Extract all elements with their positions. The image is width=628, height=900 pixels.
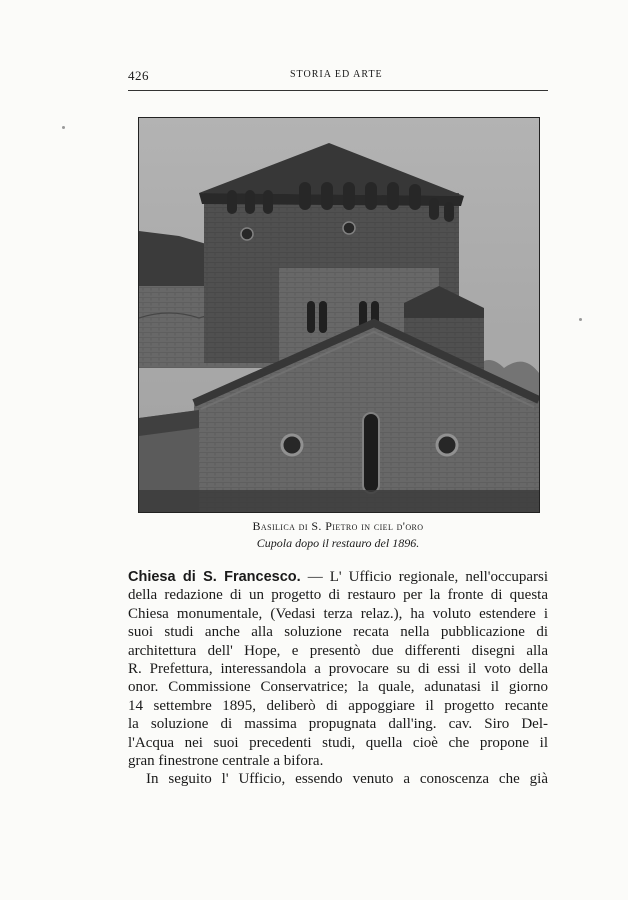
- figure-caption-title: Basilica di S. Pietro in ciel d'oro: [252, 519, 424, 533]
- basilica-illustration: [139, 118, 539, 512]
- page-number: 426: [128, 68, 149, 83]
- text-line-content: L' Ufficio regionale, nell'occuparsi: [329, 569, 548, 585]
- text-line: della redazione di un progetto di restauro per la fronte di questa: [128, 587, 548, 604]
- paper-speck: [579, 318, 582, 321]
- running-title: STORIA ED ARTE: [290, 69, 383, 80]
- basilica-photograph: [138, 117, 540, 513]
- header-rule: [128, 90, 548, 91]
- heading-dash: —: [300, 569, 330, 585]
- text-line: l'Acqua nei suoi precedenti studi, quella cioè che propone il: [128, 734, 548, 751]
- text-line: onor. Commissione Conservatrice; la quale, adunatasi il giorno: [128, 679, 548, 696]
- text-line: gran finestrone centrale a bifora.: [128, 752, 324, 769]
- body-text: [128, 568, 548, 789]
- text-line: architettura dell' Hope, e presentò due differenti disegni alla: [128, 642, 548, 659]
- section-heading: Chiesa di S. Francesco.: [128, 569, 301, 585]
- text-line: Chiesa monumentale, (Vedasi terza relaz.), ha voluto estendere i: [128, 605, 548, 622]
- text-line: R. Prefettura, interessandola a provocare su di essi il voto della: [128, 660, 548, 677]
- page-header: [128, 68, 548, 84]
- figure-caption-subtitle: Cupola dopo il restauro del 1896.: [256, 536, 420, 550]
- text-line: la soluzione di massima propugnata dall'ing. cav. Siro Del-: [128, 716, 548, 733]
- text-line: [128, 568, 548, 586]
- paper-speck: [62, 126, 65, 129]
- text-line: suoi studi anche alla soluzione recata nella pubblicazione di: [128, 624, 548, 641]
- text-line: 14 settembre 1895, deliberò di appoggiare il progetto recante: [128, 697, 548, 714]
- paragraph-start: In seguito l' Ufficio, essendo venuto a conoscenza che già: [146, 771, 548, 788]
